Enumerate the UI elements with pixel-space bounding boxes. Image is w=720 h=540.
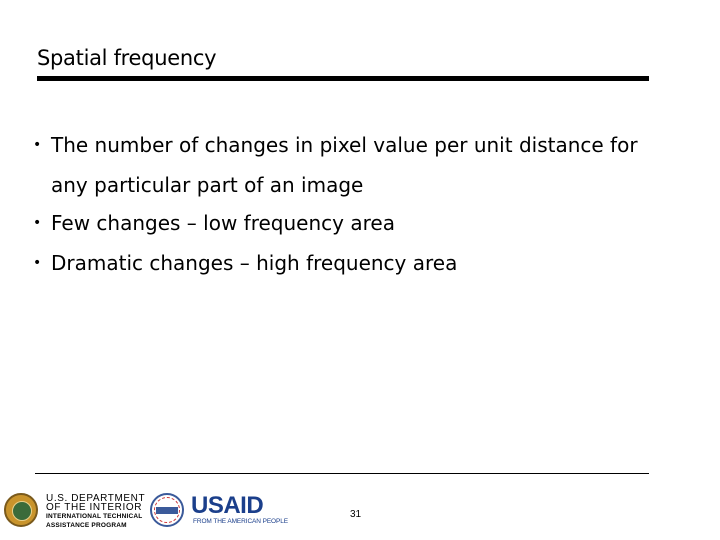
usaid-seal-icon [150, 493, 184, 527]
bullet-marker: • [33, 215, 42, 231]
bullet-marker: • [33, 255, 42, 271]
bullet-text-continued: any particular part of an image [51, 173, 364, 197]
bullet-text: Few changes – low frequency area [51, 211, 395, 235]
doi-itap-logo [46, 494, 145, 530]
bullet-marker: • [33, 137, 42, 153]
bullet-list [33, 125, 703, 283]
bullet-text: The number of changes in pixel value per unit distance for [51, 133, 638, 157]
doi-line-3: INTERNATIONAL TECHNICAL [46, 513, 143, 520]
bullet-text: Dramatic changes – high frequency area [51, 251, 458, 275]
doi-seal-icon [4, 493, 38, 527]
bison-emblem-icon [12, 501, 32, 521]
page-number: 31 [350, 509, 362, 520]
bullet-item [33, 125, 703, 205]
doi-line-1: U.S. DEPARTMENT [46, 493, 146, 504]
usaid-wordmark: USAID [191, 492, 264, 519]
footer-divider [35, 473, 649, 474]
slide-title: Spatial frequency [37, 46, 217, 70]
doi-line-4: ASSISTANCE PROGRAM [46, 522, 127, 529]
usaid-handshake-band [156, 507, 178, 514]
doi-line-2: OF THE INTERIOR [46, 502, 143, 513]
bullet-item [33, 203, 703, 243]
usaid-tagline: FROM THE AMERICAN PEOPLE [193, 518, 288, 525]
title-underline [37, 76, 649, 81]
bullet-item [33, 243, 703, 283]
